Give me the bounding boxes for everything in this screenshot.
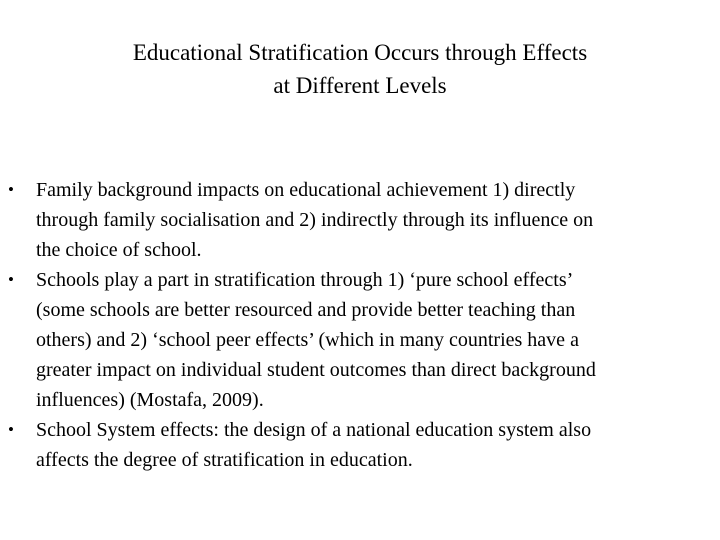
bullet-line: Family background impacts on educational achievement 1) directly [36, 179, 576, 201]
bullet-line: through family socialisation and 2) indirectly through its influence on [36, 209, 594, 231]
bullet-line: influences) (Mostafa, 2009). [36, 389, 264, 411]
slide-title [60, 36, 660, 102]
bullet-line: affects the degree of stratification in education. [36, 449, 413, 471]
bullet-item-family-background [8, 175, 712, 265]
bullet-line: School System effects: the design of a national education system also [36, 419, 592, 441]
bullet-item-school-system [8, 415, 712, 475]
bullet-dot-icon: • [8, 270, 14, 289]
bullet-line: others) and 2) ‘school peer effects’ (which in many countries have a [36, 329, 579, 351]
bullet-list [8, 175, 712, 475]
bullet-text [36, 415, 712, 475]
bullet-line: Schools play a part in stratification through 1) ‘pure school effects’ [36, 269, 574, 291]
bullet-dot-icon: • [8, 180, 14, 199]
bullet-text [36, 175, 712, 265]
bullet-item-schools [8, 265, 712, 415]
bullet-line: the choice of school. [36, 239, 202, 261]
bullet-dot-icon: • [8, 420, 14, 439]
bullet-text [36, 265, 712, 415]
slide-title-line-1: Educational Stratification Occurs through Effects [132, 40, 588, 65]
slide-title-line-2: at Different Levels [273, 73, 447, 98]
bullet-line: greater impact on individual student outcomes than direct background [36, 359, 596, 381]
bullet-line: (some schools are better resourced and provide better teaching than [36, 299, 576, 321]
